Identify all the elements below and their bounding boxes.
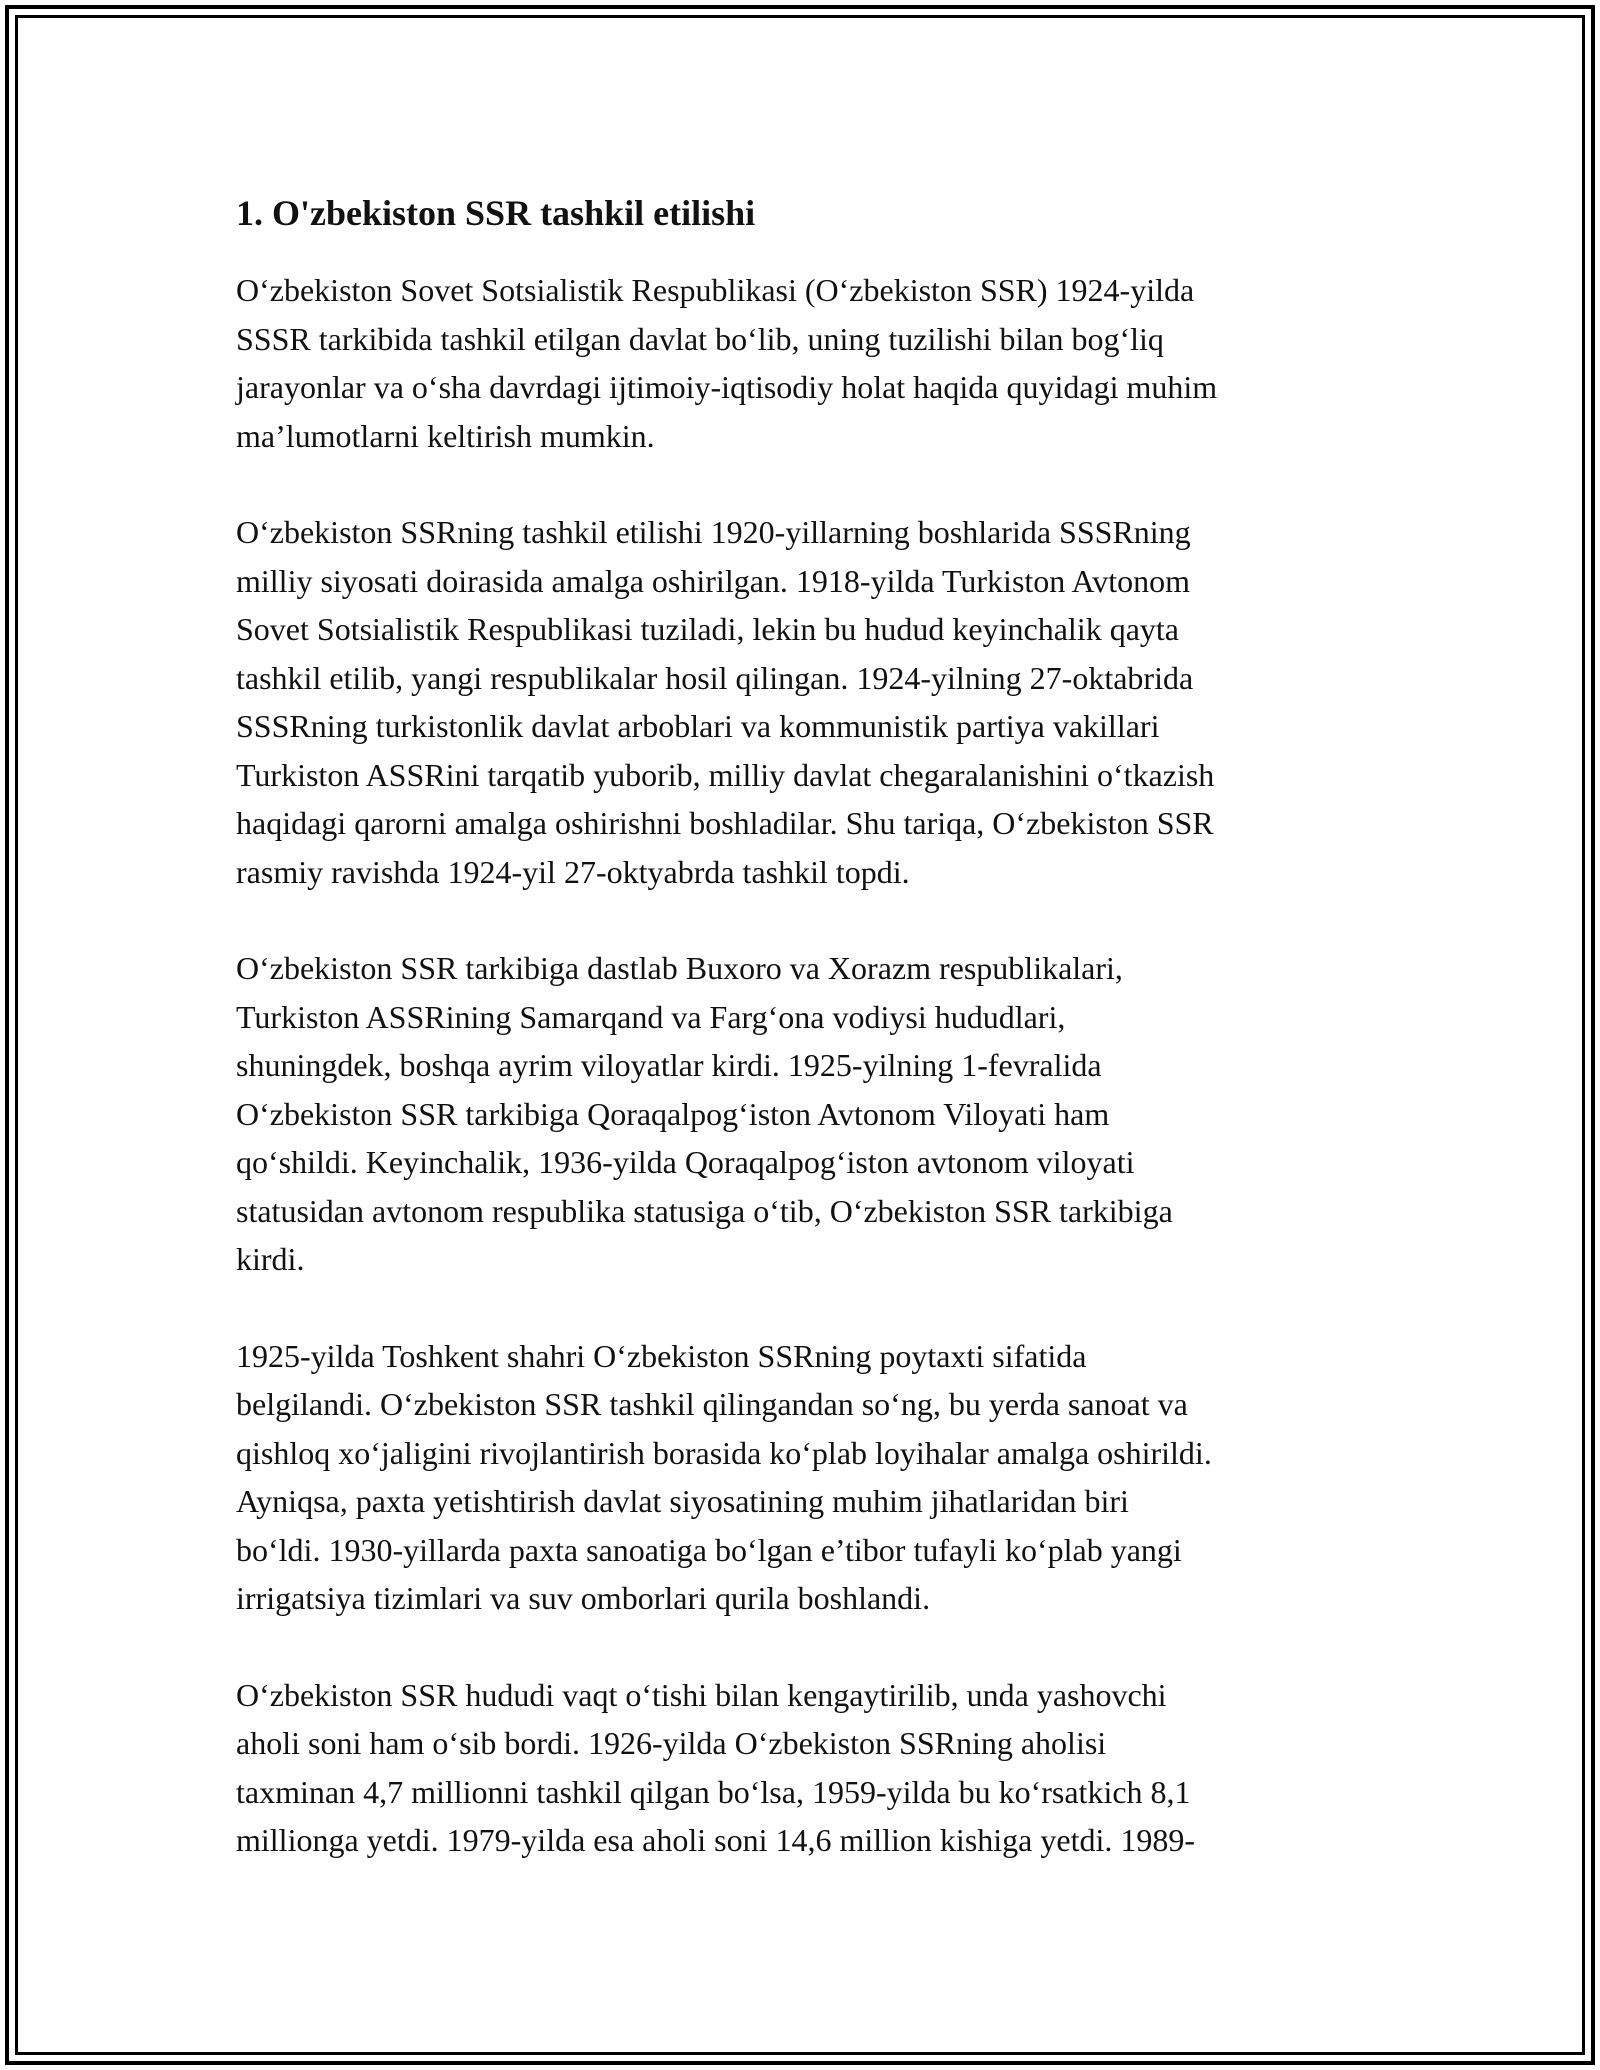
text-line: milliy siyosati doirasida amalga oshirilgan. 1918-yilda Turkiston Avtonom bbox=[236, 562, 1191, 599]
text-line: O‘zbekiston SSR tarkibiga dastlab Buxoro va Xorazm respublikalari, bbox=[236, 950, 1123, 986]
text-line: qo‘shildi. Keyinchalik, 1936-yilda Qoraqalpog‘iston avtonom viloyati bbox=[236, 1144, 1135, 1180]
text-line: Sovet Sotsialistik Respublikasi tuziladi, lekin bu hudud keyinchalik qayta bbox=[236, 611, 1179, 647]
text-line: 1925-yilda Toshkent shahri O‘zbekiston SSRning poytaxti sifatida bbox=[236, 1337, 1087, 1374]
paragraph-intro bbox=[236, 266, 1376, 460]
text-line: irrigatsiya tizimlari va suv omborlari qurila boshlandi. bbox=[236, 1580, 931, 1616]
section-heading: 1. O'zbekiston SSR tashkil etilishi bbox=[236, 193, 756, 233]
text-line: SSSR tarkibida tashkil etilgan davlat bo‘lib, uning tuzilishi bilan bog‘liq bbox=[236, 320, 1164, 357]
paragraph-capital bbox=[236, 1332, 1376, 1623]
text-line: O‘zbekiston SSR tarkibiga Qoraqalpog‘iston Avtonom Viloyati ham bbox=[236, 1095, 1110, 1132]
text-line: qishloq xo‘jaligini rivojlantirish borasida ko‘plab loyihalar amalga oshirildi. bbox=[236, 1434, 1212, 1471]
text-line: SSSRning turkistonlik davlat arboblari va kommunistik partiya vakillari bbox=[236, 708, 1160, 744]
text-line: O‘zbekiston SSR hududi vaqt o‘tishi bilan kengaytirilib, unda yashovchi bbox=[236, 1676, 1167, 1713]
text-line: aholi soni ham o‘sib bordi. 1926-yilda O‘zbekiston SSRning aholisi bbox=[236, 1725, 1107, 1761]
text-line: Ayniqsa, paxta yetishtirish davlat siyosatining muhim jihatlaridan biri bbox=[236, 1483, 1129, 1519]
text-line: belgilandi. O‘zbekiston SSR tashkil qilingandan so‘ng, bu yerda sanoat va bbox=[236, 1386, 1188, 1422]
paragraph-composition bbox=[236, 944, 1376, 1284]
text-line: Turkiston ASSRining Samarqand va Farg‘ona vodiysi hududlari, bbox=[236, 998, 1066, 1035]
paragraph-formation bbox=[236, 508, 1376, 896]
text-line: taxminan 4,7 millionni tashkil qilgan bo‘lsa, 1959-yilda bu ko‘rsatkich 8,1 bbox=[236, 1773, 1191, 1810]
text-line: haqidagi qarorni amalga oshirishni boshladilar. Shu tariqa, O‘zbekiston SSR bbox=[236, 805, 1214, 841]
text-line: jarayonlar va o‘sha davrdagi ijtimoiy-iqtisodiy holat haqida quyidagi muhim bbox=[236, 369, 1218, 405]
text-line: shuningdek, boshqa ayrim viloyatlar kirdi. 1925-yilning 1-fevralida bbox=[236, 1047, 1102, 1083]
text-line: Turkiston ASSRini tarqatib yuborib, milliy davlat chegaralanishini o‘tkazish bbox=[236, 756, 1215, 793]
text-line: kirdi. bbox=[236, 1241, 305, 1277]
text-line: millionga yetdi. 1979-yilda esa aholi soni 14,6 million kishiga yetdi. 1989- bbox=[236, 1822, 1195, 1858]
text-line: O‘zbekiston SSRning tashkil etilishi 1920-yillarning boshlarida SSSRning bbox=[236, 514, 1191, 550]
paragraph-population bbox=[236, 1671, 1376, 1865]
text-line: ma’lumotlarni keltirish mumkin. bbox=[236, 417, 655, 454]
text-line: tashkil etilib, yangi respublikalar hosil qilingan. 1924-yilning 27-oktabrida bbox=[236, 659, 1194, 696]
text-line: rasmiy ravishda 1924-yil 27-oktyabrda tashkil topdi. bbox=[236, 853, 910, 890]
text-line: statusidan avtonom respublika statusiga o‘tib, O‘zbekiston SSR tarkibiga bbox=[236, 1192, 1173, 1229]
text-line: O‘zbekiston Sovet Sotsialistik Respublikasi (O‘zbekiston SSR) 1924-yilda bbox=[236, 272, 1195, 308]
text-line: bo‘ldi. 1930-yillarda paxta sanoatiga bo‘lgan e’tibor tufayli ko‘plab yangi bbox=[236, 1531, 1182, 1568]
document-body bbox=[236, 186, 1376, 1913]
